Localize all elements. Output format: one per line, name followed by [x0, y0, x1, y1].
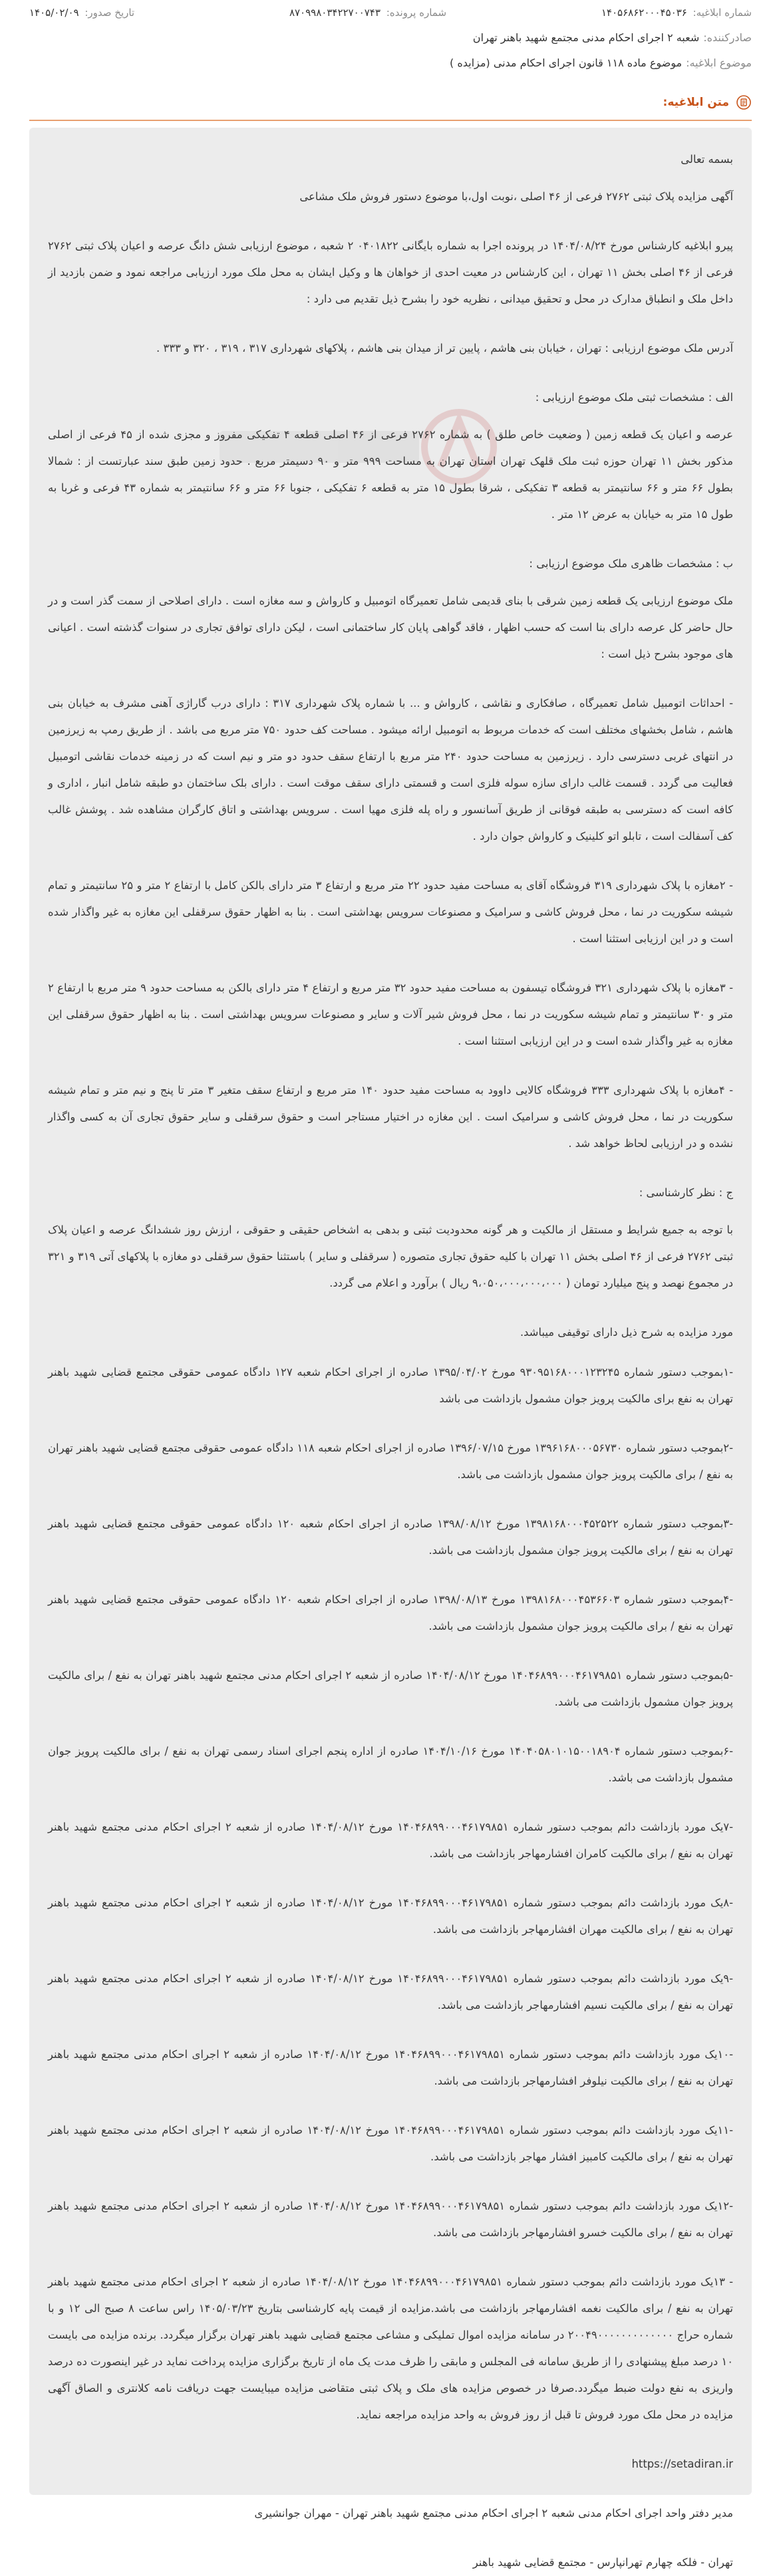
- notice-paragraph: - ۳مغازه با پلاک شهرداری ۳۲۱ فروشگاه تیسفون به مساحت مفید حدود ۳۲ متر مربع و ارتفاع ۴ متر دارای بالکن به مساحت حدود ۹ متر مربع با ارتفاع ۲ متر و ۳۰ سانتیمتر و تمام شیشه سکوریت در نما ، محل فروش شیر آلات و سایر و مصنوعات سرویس بهداشتی است . بنا به اظهار حقوق سرقفلی این مغازه به غیر واگذار شده است و در این ارزیابی استثنا است .: [48, 981, 733, 1047]
- notice-paragraph: مورد مزایده به شرح ذیل دارای توقیفی میباشد.: [520, 1326, 733, 1339]
- notice-paragraph: - ۴مغازه با پلاک شهرداری ۳۳۳ فروشگاه کالایی داوود به مساحت مفید حدود ۱۴۰ متر مربع و ارتفاع سقف متغیر ۳ متر تا پنج و نیم متر و تمام شیشه سکوریت در نما ، محل فروش کاشی و سرامیک است . این مغازه در اختیار مستاجر است و حقوق سرقفلی و سایر حقوق تجاری آن به کسی واگذار نشده و در ارزیابی لحاظ خواهد شد .: [48, 1084, 734, 1150]
- issue-date-value: ۱۴۰۵/۰۲/۰۹: [29, 7, 79, 19]
- setadiran-link[interactable]: https://setadiran.ir: [631, 2458, 733, 2470]
- issuer-row: [29, 25, 752, 49]
- signature-line: مدیر دفتر واحد اجرای احکام مدنی شعبه ۲ اجرای احکام مدنی مجتمع شهید باهنر تهران - مهران جوانشیری: [254, 2507, 733, 2519]
- notice-paragraph: -۷یک مورد بازداشت دائم بموجب دستور شماره ۱۴۰۴۶۸۹۹۰۰۰۴۶۱۷۹۸۵۱ مورخ ۱۴۰۴/۰۸/۱۲ صادره از شعبه ۲ اجرای احکام مدنی مجتمع شهید باهنر تهران به نفع / برای مالکیت کامران افشارمهاجر بازداشت می باشد.: [48, 1821, 733, 1860]
- notice-paragraph: - ۲مغازه با پلاک شهرداری ۳۱۹ فروشگاه آقای به مساحت مفید حدود ۲۲ متر مربع و ارتفاع ۳ متر دارای بالکن کامل با ارتفاع ۲ متر و ۲۵ سانتیمتر و تمام شیشه سکوریت در نما ، محل فروش کاشی و سرامیک و مصنوعات سرویس بهداشتی است . بنا به اظهار حقوق سرقفلی این مغازه به غیر واگذار شده است و در این ارزیابی استثنا است .: [48, 879, 733, 945]
- notice-number-value: ۱۴۰۵۶۸۶۲۰۰۰۴۵۰۳۶: [601, 7, 687, 19]
- notice-paragraph: - ۱۳یک مورد بازداشت دائم بموجب دستور شماره ۱۴۰۴۶۸۹۹۰۰۰۴۶۱۷۹۸۵۱ مورخ ۱۴۰۴/۰۸/۱۲ صادره از شعبه ۲ اجرای احکام مدنی مجتمع شهید باهنر تهران به نفع / برای مالکیت نغمه افشارمهاجر بازداشت می باشد.مزایده از قیمت پایه کارشناسی بتاریخ ۱۴۰۵/۰۳/۲۳ راس ساعت ۸ صبح الی ۱۲ و با شماره حراج ۲۰۰۴۹۰۰۰۰۰۰۰۰۰۰۰۰۰ در سامانه مزایده اموال تملیکی و مشاعی مجتمع قضایی شهید باهنر تهران برگزار میگردد. برنده مزایده می بایست ۱۰ درصد مبلغ پیشنهادی را از طریق سامانه فی المجلس و مابقی را ظرف مدت یک ماه از تاریخ برگزاری مزایده پرداخت نماید در غیر اینصورت ده درصد واریزی به نفع دولت ضبط میگردد.صرفا در خصوص مزایده های ملک و پلاک ثبتی متقاضی مزایده میبایست جهت دریافت نامه کلانتری و الصاق آگهی مزایده در محل ملک مورد فروش تا قبل از روز فروش به واحد مزایده مراجعه نماید.: [48, 2275, 734, 2421]
- section-title: متن ابلاغیه:: [663, 96, 729, 109]
- notice-number-field: [601, 7, 752, 19]
- notice-paragraph: -۵بموجب دستور شماره ۱۴۰۴۶۸۹۹۰۰۰۴۶۱۷۹۸۵۱ مورخ ۱۴۰۴/۰۸/۱۲ صادره از شعبه ۲ اجرای احکام مدنی مجتمع شهید باهنر تهران به نفع / برای مالکیت پرویز جوان مشمول بازداشت می باشد.: [48, 1669, 733, 1708]
- notice-paragraph: - احداثات اتومبیل شامل تعمیرگاه ، صافکاری و نقاشی ، کارواش و ... با شماره پلاک شهرداری ۳۱۷ : دارای درب گاراژی آهنی مشرف به خیابان بنی هاشم ، شامل بخشهای مختلف است که خدمات مربوط به اتومبیل ارائه میشود . مساحت کف حدود ۷۵۰ متر مربع می باشد . از طریق رمپ به زیرزمین در انتهای غربی دسترسی دارد . زیرزمین به مساحت حدود ۲۴۰ متر مربع با ارتفاع سقف حدود دو متر و نیم است که در زمینه خدمات نقاشی اتومبیل فعالیت می گردد . قسمت غالب دارای سازه سوله فلزی است و قسمتی دارای سقف موقت است . دارای بلک ساختمان دو طبقه شامل انبار ، اداری و کافه است که دسترسی به طبقه فوقانی از طریق آسانسور و راه پله فلزی مهیا است . سرویس بهداشتی و اتاق کارگران مشاهده شد . پوشش غالب کف آسفالت است ، تابلو اتو کلینیک و کارواش جوان دارد .: [48, 697, 733, 842]
- notice-paragraph: با توجه به جمیع شرایط و مستقل از مالکیت و هر گونه محدودیت ثبتی و بدهی به اشخاص حقیقی و حقوقی ، ارزش روز ششدانگ عرصه و اعیان پلاک ثبتی ۲۷۶۲ فرعی از ۴۶ اصلی بخش ۱۱ تهران با کلیه حقوق تجاری متصوره ( سرقفلی و سایر ) باستثنا حقوق سرقفلی دو مغازه با پلاکهای آتی ۳۱۹ و ۳۲۱ در مجموع نهصد و پنج میلیارد تومان ( ۹،۰۵۰،۰۰۰،۰۰۰،۰۰۰ ریال ) برآورد و اعلام می گردد.: [48, 1224, 734, 1289]
- topic-row: [29, 49, 752, 76]
- notice-paragraph: -۴بموجب دستور شماره ۱۳۹۸۱۶۸۰۰۰۴۵۳۶۶۰۳ مورخ ۱۳۹۸/۰۸/۱۳ صادره از اجرای احکام شعبه ۱۲۰ دادگاه عمومی حقوقی مجتمع قضایی شهید باهنر تهران به نفع / برای مالکیت پرویز جوان مشمول بازداشت می باشد.: [48, 1593, 734, 1632]
- case-number-label: شماره پرونده:: [386, 7, 447, 19]
- notice-paragraph: ج : نظر کارشناسی :: [639, 1186, 733, 1199]
- notice-paragraph: پیرو ابلاغیه کارشناس مورخ ۱۴۰۴/۰۸/۲۴ در پرونده اجرا به شماره بایگانی ۰۴۰۱۸۲۲ ۲ شعبه ، موضوع ارزیابی شش دانگ عرصه و اعیان پلاک ثبتی ۲۷۶۲ فرعی از ۴۶ اصلی بخش ۱۱ تهران ، این کارشناس در معیت احدی از خواهان ها و وکیل ایشان به محل ملک مورد ارزیابی مراجعه نمود و ضمن بازدید از داخل ملک و انطباق مدارک در محل و تحقیق میدانی ، نظریه خود را بشرح ذیل تقدیم می دارد :: [48, 239, 733, 305]
- notice-paragraph: الف : مشخصات ثبتی ملک موضوع ارزیابی :: [535, 391, 733, 404]
- issue-date-label: تاریخ صدور:: [84, 7, 135, 19]
- issue-date-field: [29, 7, 134, 19]
- notice-text-header: [29, 85, 752, 121]
- notice-body: [29, 128, 752, 2569]
- notice-paragraph: -۹یک مورد بازداشت دائم بموجب دستور شماره ۱۴۰۴۶۸۹۹۰۰۰۴۶۱۷۹۸۵۱ مورخ ۱۴۰۴/۰۸/۱۲ صادره از شعبه ۲ اجرای احکام مدنی مجتمع شهید باهنر تهران به نفع / برای مالکیت نسیم افشارمهاجر بازداشت می باشد.: [48, 1972, 733, 2011]
- address-line: تهران - فلکه چهارم تهرانپارس - مجتمع قضایی شهید باهنر: [472, 2556, 733, 2569]
- topic-label: موضوع ابلاغیه:: [686, 56, 752, 69]
- notice-paragraph: عرصه و اعیان یک قطعه زمین ( وضعیت خاص طلق ) به شماره ۲۷۶۲ فرعی از ۴۶ اصلی قطعه ۴ تفکیکی مفروز و مجزی شده از ۴۵ فرعی از اصلی مذکور بخش ۱۱ تهران حوزه ثبت ملک قلهک تهران استان تهران به مساحت ۹۹۹ متر و ۹۰ دسیمتر مربع . حدود زمین طبق سند عبارتست از : شمالا بطول ۶۶ متر و ۶۶ سانتیمتر به قطعه ۳ تفکیکی ، شرقا بطول ۱۵ متر به قطعه ۶ تفکیکی ، جنوبا ۶۶ متر و ۶۶ سانتیمتر به شماره ۴۳ فرعی و غربا به طول ۱۵ متر به خیابان به عرض ۱۲ متر .: [48, 428, 733, 521]
- notice-paragraph: -۶بموجب دستور شماره ۱۴۰۴۰۵۸۰۱۰۱۵۰۰۱۸۹۰۴ مورخ ۱۴۰۴/۱۰/۱۶ صادره از اداره پنجم اجرای اسناد رسمی تهران به نفع / برای مالکیت پرویز جوان مشمول بازداشت می باشد.: [48, 1745, 734, 1784]
- case-number-value: ۸۷۰۹۹۸۰۳۴۲۲۷۰۰۷۴۳: [289, 7, 381, 19]
- notice-paragraph: -۱۰یک مورد بازداشت دائم بموجب دستور شماره ۱۴۰۴۶۸۹۹۰۰۰۴۶۱۷۹۸۵۱ مورخ ۱۴۰۴/۰۸/۱۲ صادره از شعبه ۲ اجرای احکام مدنی مجتمع شهید باهنر تهران به نفع / برای مالکیت نیلوفر افشارمهاجر بازداشت می باشد.: [48, 2048, 733, 2087]
- notice-number-label: شماره ابلاغیه:: [693, 7, 752, 19]
- notice-paragraph: آگهی مزایده پلاک ثبتی ۲۷۶۲ فرعی از ۴۶ اصلی ،نوبت اول،با موضوع دستور فروش ملک مشاعی: [299, 190, 733, 203]
- notice-paragraph: -۱۱یک مورد بازداشت دائم بموجب دستور شماره ۱۴۰۴۶۸۹۹۰۰۰۴۶۱۷۹۸۵۱ مورخ ۱۴۰۴/۰۸/۱۲ صادره از شعبه ۲ اجرای احکام مدنی مجتمع شهید باهنر تهران به نفع / برای مالکیت کامبیز افشار مهاجر بازداشت می باشد.: [48, 2124, 733, 2163]
- issuer-value: شعبه ۲ اجرای احکام مدنی مجتمع شهید باهنر تهران: [472, 31, 700, 44]
- notice-paragraph: -۲بموجب دستور شماره ۱۳۹۶۱۶۸۰۰۰۵۶۷۳۰ مورخ ۱۳۹۶/۰۷/۱۵ صادره از اجرای احکام شعبه ۱۱۸ دادگاه عمومی حقوقی مجتمع قضایی شهید باهنر تهران به نفع / برای مالکیت پرویز جوان مشمول بازداشت می باشد.: [48, 1442, 734, 1481]
- case-number-field: [289, 7, 446, 19]
- notice-paragraph: -۸یک مورد بازداشت دائم بموجب دستور شماره ۱۴۰۴۶۸۹۹۰۰۰۴۶۱۷۹۸۵۱ مورخ ۱۴۰۴/۰۸/۱۲ صادره از شعبه ۲ اجرای احکام مدنی مجتمع شهید باهنر تهران به نفع / برای مالکیت مهران افشارمهاجر بازداشت می باشد.: [48, 1896, 733, 1936]
- issuer-label: صادرکننده:: [703, 31, 752, 44]
- notice-paragraph: آدرس ملک موضوع ارزیابی : تهران ، خیابان بنی هاشم ، پایین تر از میدان بنی هاشم ، پلاکهای شهرداری ۳۱۷ ، ۳۱۹ ، ۳۲۰ و ۳۳۳ .: [156, 342, 733, 354]
- notice-paragraph: -۳بموجب دستور شماره ۱۳۹۸۱۶۸۰۰۰۴۵۲۵۲۲ مورخ ۱۳۹۸/۰۸/۱۲ صادره از اجرای احکام شعبه ۱۲۰ دادگاه عمومی حقوقی مجتمع قضایی شهید باهنر تهران به نفع / برای مالکیت پرویز جوان مشمول بازداشت می باشد.: [48, 1517, 734, 1557]
- notice-paragraph: ب : مشخصات ظاهری ملک موضوع ارزیابی :: [529, 557, 733, 570]
- notice-meta-row: [29, 0, 752, 25]
- document-icon: [736, 94, 752, 110]
- notice-paragraph: بسمه تعالی: [681, 153, 733, 166]
- topic-value: موضوع ماده ۱۱۸ قانون اجرای احکام مدنی (مزایده ): [450, 56, 683, 69]
- notice-paragraph: ملک موضوع ارزیابی یک قطعه زمین شرقی با بنای قدیمی شامل تعمیرگاه اتومبیل و کارواش و سه مغازه است . دارای اصلاحی از سمت گذر است و در حال حاضر کل عرصه دارای بنا است که حسب اظهار ، فاقد گواهی پایان کار ساختمانی است ، لیکن دارای توافق تجاری در سنوات گذشته است . اعیانی های موجود بشرح ذیل است :: [48, 594, 733, 660]
- notice-paragraph: -۱۲یک مورد بازداشت دائم بموجب دستور شماره ۱۴۰۴۶۸۹۹۰۰۰۴۶۱۷۹۸۵۱ مورخ ۱۴۰۴/۰۸/۱۲ صادره از شعبه ۲ اجرای احکام مدنی مجتمع شهید باهنر تهران به نفع / برای مالکیت خسرو افشارمهاجر بازداشت می باشد.: [48, 2200, 733, 2239]
- notice-paragraph: -۱بموجب دستور شماره ۹۳۰۹۵۱۶۸۰۰۰۱۲۳۲۴۵ مورخ ۱۳۹۵/۰۴/۰۲ صادره از اجرای احکام شعبه ۱۲۷ دادگاه عمومی حقوقی مجتمع قضایی شهید باهنر تهران به نفع برای مالکیت پرویز جوان مشمول بازداشت می باشد: [48, 1366, 734, 1405]
